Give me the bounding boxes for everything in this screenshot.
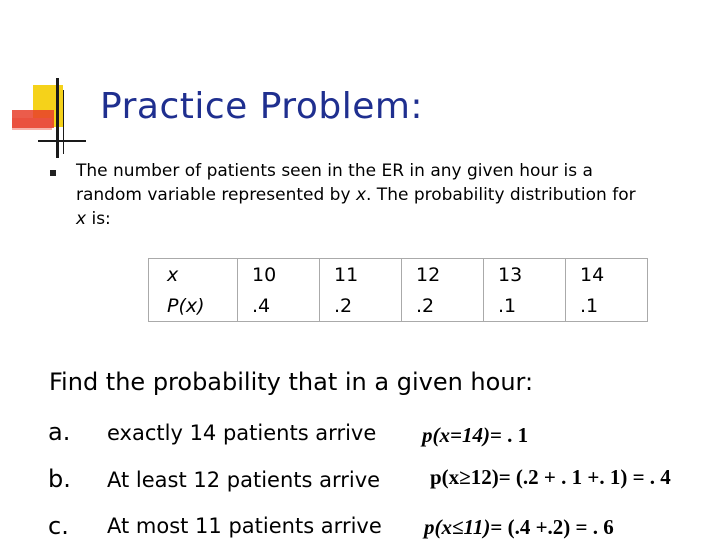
intro-var-1: x [355, 185, 366, 205]
bullet-icon [50, 170, 56, 176]
answer-a [422, 423, 528, 448]
answer-expr-b: p(x≥12) [430, 465, 499, 489]
question-text-b: At least 12 patients arrive [107, 468, 381, 492]
probability-distribution-table [148, 258, 648, 322]
decorative-square-red [12, 110, 54, 128]
table-row-x [149, 259, 648, 292]
answer-c [424, 515, 614, 540]
answer-value-b: = (.2 + . 1 +. 1) = . 4 [498, 465, 671, 489]
answer-expr-a: p(x=14) [422, 423, 490, 447]
row-label-px: P(x) [149, 291, 238, 322]
decorative-horizontal-line [38, 140, 86, 142]
find-prompt: Find the probability that in a given hour: [49, 368, 534, 396]
answer-b [430, 465, 671, 490]
intro-text-3: is: [86, 209, 111, 229]
p-value: .2 [320, 291, 402, 322]
p-value: .4 [238, 291, 320, 322]
table-row-px [149, 291, 648, 322]
x-value: 10 [238, 259, 320, 292]
question-text-a: exactly 14 patients arrive [107, 421, 377, 445]
p-value: .2 [402, 291, 484, 322]
question-text-c: At most 11 patients arrive [107, 514, 382, 538]
intro-text-1: The number of patients seen in the ER in any given hour is a random variable represented by [76, 161, 593, 205]
x-value: 11 [320, 259, 402, 292]
question-letter-a: a. [48, 418, 71, 446]
answer-value-c: = (.4 +.2) = . 6 [490, 515, 614, 539]
intro-var-2: x [76, 209, 87, 229]
p-value: .1 [566, 291, 648, 322]
answer-value-a: = . 1 [489, 423, 529, 447]
decorative-vertical-line-thin [63, 90, 64, 154]
x-value: 14 [566, 259, 648, 292]
slide-title: Practice Problem: [100, 86, 424, 127]
answer-expr-c: p(x≤11) [424, 515, 491, 539]
question-letter-c: c. [48, 512, 69, 540]
question-letter-b: b. [48, 465, 71, 493]
p-value: .1 [484, 291, 566, 322]
x-value: 12 [402, 259, 484, 292]
x-value: 13 [484, 259, 566, 292]
row-label-x: x [149, 259, 238, 292]
intro-paragraph [76, 159, 636, 231]
intro-text-2: . The probability distribution for [366, 185, 636, 205]
decorative-vertical-line [56, 78, 59, 158]
